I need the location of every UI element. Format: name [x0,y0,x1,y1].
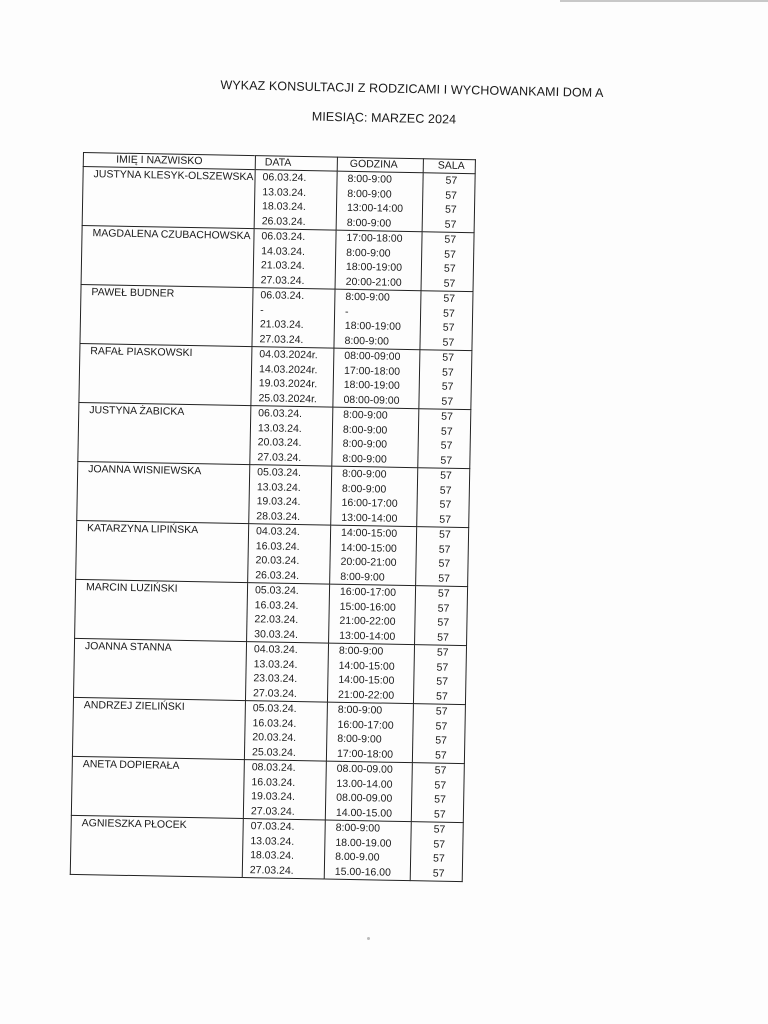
time-entry: 8:00-9:00 [337,703,383,717]
room-entry: 57 [435,720,448,733]
date-entry: 19.03.24. [251,790,296,803]
time-entry: 16:00-17:00 [341,496,398,510]
room-entry: 57 [439,484,452,497]
consultation-table-wrapper [69,152,474,899]
date-entry: 27.03.24. [249,863,294,877]
room-entry: 57 [435,690,448,703]
room-cell [415,586,468,646]
header-room: SALA [423,159,475,174]
time-entry: 8:00-9:00 [342,467,387,481]
date-entry: 28.03.24. [256,509,301,523]
room-entry: 57 [442,307,455,320]
date-entry: 18.03.24. [261,200,306,214]
room-entry: 57 [440,439,453,452]
room-entry: 57 [434,793,446,806]
document-subtitle: MIESIĄC: MARZEC 2024 [311,109,457,127]
table-row [72,697,465,763]
table-row [75,579,468,645]
room-entry: 57 [434,764,447,777]
time-entry: 8:00-9:00 [344,334,390,348]
date-entry: 13.03.24. [256,480,301,494]
time-cell [330,525,417,586]
date-cell [249,465,332,525]
room-entry: 57 [442,336,455,349]
table-row [70,815,463,881]
date-entry: 05.03.24. [254,584,299,598]
time-cell [336,171,423,232]
date-entry: 13.03.24. [262,185,307,199]
time-entry: 17:00-18:00 [343,364,401,378]
room-entry: 57 [443,262,456,275]
date-entry: 05.03.24. [257,466,302,480]
time-entry: 08:00-09:00 [344,349,401,363]
room-entry: 57 [444,233,457,246]
date-cell [253,229,336,289]
room-cell [421,232,474,292]
table-row [71,756,464,822]
room-entry: 57 [437,616,450,629]
room-entry: 57 [437,602,450,615]
room-entry: 57 [434,779,447,792]
date-entry: 13.03.24. [257,421,302,435]
table-row [79,343,472,409]
room-entry: 57 [433,838,446,851]
date-cell [254,170,337,230]
table-row [82,167,475,233]
room-entry: 57 [441,410,454,423]
teacher-name: MAGDALENA CZUBACHOWSKA [81,225,254,287]
date-cell [251,347,334,407]
time-entry: 8:00-9:00 [345,290,390,304]
date-entry: 14.03.2024r. [258,362,318,376]
time-entry: 20:00-21:00 [340,555,397,569]
time-entry: 8:00-9:00 [343,408,388,422]
room-entry: 57 [433,808,446,821]
date-entry: 08.03.24. [251,761,296,774]
date-entry: 27.03.24. [259,332,304,346]
date-cell [247,583,330,643]
teacher-name: ANDRZEJ ZIELIŃSKI [72,697,245,759]
time-entry: 8:00-9:00 [342,423,388,437]
date-entry: 06.03.24. [262,171,307,185]
room-entry: 57 [436,675,449,688]
room-entry: 57 [441,395,454,408]
room-entry: 57 [432,867,445,880]
room-entry: 57 [438,572,451,585]
room-entry: 57 [445,174,458,187]
room-entry: 57 [444,203,457,216]
date-entry: 04.03.24. [253,643,298,657]
date-entry: 30.03.24. [254,627,299,641]
time-cell [325,761,412,822]
date-entry: 22.03.24. [254,613,299,627]
date-cell [242,819,325,879]
room-cell [422,173,475,233]
time-entry: 8:00-9:00 [335,821,381,835]
date-entry: 05.03.24. [252,702,297,716]
time-entry: 8:00-9:00 [337,732,382,746]
time-entry: 8:00-9:00 [341,482,387,496]
date-entry: 07.03.24. [250,820,295,833]
date-entry: 04.03.2024r. [259,348,318,362]
header-date: DATA [255,156,337,172]
time-entry: 8:00-9:00 [338,644,384,658]
time-cell [331,466,418,527]
table-row [77,461,470,527]
table-row [76,520,469,586]
date-entry: 06.03.24. [258,407,303,421]
time-entry: 8:00-9:00 [347,187,392,201]
time-cell [326,702,413,763]
date-entry: 04.03.24. [255,525,300,539]
teacher-name: MARCIN LUZIŃSKI [75,579,248,641]
time-entry: - [345,305,349,318]
room-entry: 57 [442,321,455,334]
date-entry: - [260,303,264,316]
header-time: GODZINA [337,157,423,173]
time-entry: 8:00-9:00 [346,216,392,230]
room-entry: 57 [434,749,447,762]
date-cell [245,642,328,702]
time-cell [332,407,419,468]
table-row [80,284,473,350]
room-entry: 57 [435,734,448,747]
room-cell [418,409,471,469]
time-entry: 8.00-9.00 [335,850,380,864]
teacher-name: AGNIESZKA PŁOCEK [70,815,243,877]
document-title: WYKAZ KONSULTACJI Z RODZICAMI I WYCHOWANKAMI DOM A [220,77,604,101]
date-entry: 27.03.24. [253,686,298,700]
room-entry: 57 [444,248,456,261]
room-cell [416,527,469,587]
time-entry: 18.00-19.00 [335,836,392,850]
date-entry: 23.03.24. [253,672,298,686]
room-cell [420,291,473,351]
room-entry: 57 [441,380,454,393]
room-entry: 57 [438,557,451,570]
time-entry: 08:00-09:00 [343,393,400,407]
date-entry: 06.03.24. [261,230,306,244]
date-entry: 13.03.24. [253,657,298,671]
teacher-name: PAWEŁ BUDNER [80,284,253,346]
date-entry: 27.03.24. [250,804,295,818]
time-cell [334,289,421,350]
time-entry: 21:00-22:00 [339,614,396,628]
table-row [78,402,471,468]
time-entry: 18:00-19:00 [344,319,402,333]
time-entry: 8:00-9:00 [342,452,387,466]
time-cell [327,643,414,704]
date-entry: 21.03.24. [260,259,305,273]
date-entry: 25.03.24. [251,745,296,759]
room-entry: 57 [443,292,456,305]
table-row [74,638,467,704]
time-entry: 14:00-15:00 [340,541,397,555]
time-entry: 13.00-14.00 [336,777,393,791]
room-cell [412,704,465,764]
consultation-table [70,152,476,882]
time-entry: 17:00-18:00 [346,231,403,245]
teacher-name: JUSTYNA ŻABICKA [78,402,251,464]
date-cell [250,406,333,466]
time-entry: 13:00-14:00 [346,201,404,215]
time-entry: 16:00-17:00 [337,718,394,732]
date-cell [244,701,327,761]
room-cell [413,645,466,705]
date-cell [252,288,335,348]
time-entry: 14:00-15:00 [338,673,395,687]
time-entry: 08.00-09.00 [336,791,393,805]
date-cell [248,524,331,584]
header-name: IMIĘ I NAZWISKO [83,153,255,170]
date-entry: 26.03.24. [261,214,306,228]
room-entry: 57 [438,543,451,556]
date-entry: 16.03.24. [252,716,297,730]
room-entry: 57 [440,425,453,438]
time-entry: 14:00-15:00 [340,526,398,540]
time-entry: 8:00-9:00 [342,437,388,451]
time-entry: 18:00-19:00 [345,260,403,274]
teacher-name: ANETA DOPIERAŁA [71,756,244,818]
date-entry: 25.03.2024r. [258,391,318,405]
room-cell [419,350,472,410]
date-entry: 14.03.24. [261,244,306,258]
date-entry: 20.03.24. [252,731,297,745]
room-entry: 57 [440,469,452,482]
time-cell [324,820,411,881]
room-cell [411,763,464,823]
date-entry: 26.03.24. [255,568,300,582]
teacher-name: RAFAŁ PIASKOWSKI [79,343,252,405]
room-entry: 57 [444,218,457,231]
scan-speck [367,937,370,940]
time-entry: 17:00-18:00 [336,747,394,761]
date-entry: 21.03.24. [259,318,304,332]
time-entry: 14:00-15:00 [338,659,395,673]
time-entry: 20:00-21:00 [345,275,402,289]
room-entry: 57 [445,189,458,202]
teacher-name: JOANNA STANNA [74,638,247,700]
date-entry: 13.03.24. [250,834,295,848]
room-entry: 57 [439,498,452,511]
room-entry: 57 [436,646,449,659]
teacher-name: JOANNA WISNIEWSKA [77,461,250,523]
time-cell [329,584,416,645]
room-entry: 57 [441,366,454,379]
room-cell [417,468,470,528]
time-cell [333,348,420,409]
room-entry: 57 [433,823,446,836]
date-cell [243,760,326,820]
room-entry: 57 [437,631,449,644]
room-entry: 57 [442,351,455,364]
scan-edge-line [560,0,768,2]
time-cell [335,230,422,291]
time-entry: 13:00-14:00 [339,629,396,643]
date-entry: 06.03.24. [260,289,305,303]
time-entry: 8:00-9:00 [346,246,391,260]
teacher-name: JUSTYNA KLESYK-OLSZEWSKA [82,167,255,229]
date-entry: 20.03.24. [255,554,300,568]
time-entry: 16:00-17:00 [339,585,397,599]
table-row [81,225,474,291]
time-entry: 08.00-09.00 [336,762,393,776]
room-entry: 57 [435,705,448,718]
room-entry: 57 [443,277,456,290]
date-entry: 19.03.24. [256,495,301,509]
date-entry: 18.03.24. [250,849,295,862]
time-entry: 13:00-14:00 [341,511,398,525]
room-cell [410,822,463,882]
room-entry: 57 [437,587,450,600]
date-entry: 16.03.24. [251,775,296,789]
room-entry: 57 [440,454,453,467]
date-entry: 20.03.24. [257,436,302,450]
time-entry: 18:00-19:00 [343,378,400,392]
date-entry: 19.03.2024r. [258,377,318,391]
teacher-name: KATARZYNA LIPIŃSKA [76,520,249,582]
date-entry: 16.03.24. [255,539,300,553]
date-entry: 16.03.24. [254,598,299,612]
date-entry: 27.03.24. [260,273,305,287]
room-entry: 57 [433,852,445,865]
time-entry: 8:00-9:00 [340,570,385,584]
time-entry: 21:00-22:00 [337,688,395,702]
time-entry: 15:00-16:00 [339,600,396,614]
room-entry: 57 [439,513,452,526]
room-entry: 57 [438,528,451,541]
time-entry: 15.00-16.00 [334,865,392,879]
time-entry: 14.00-15.00 [335,806,393,820]
time-entry: 8:00-9:00 [347,172,393,186]
date-entry: 27.03.24. [257,450,302,464]
table-body [70,167,475,882]
room-entry: 57 [436,661,449,674]
